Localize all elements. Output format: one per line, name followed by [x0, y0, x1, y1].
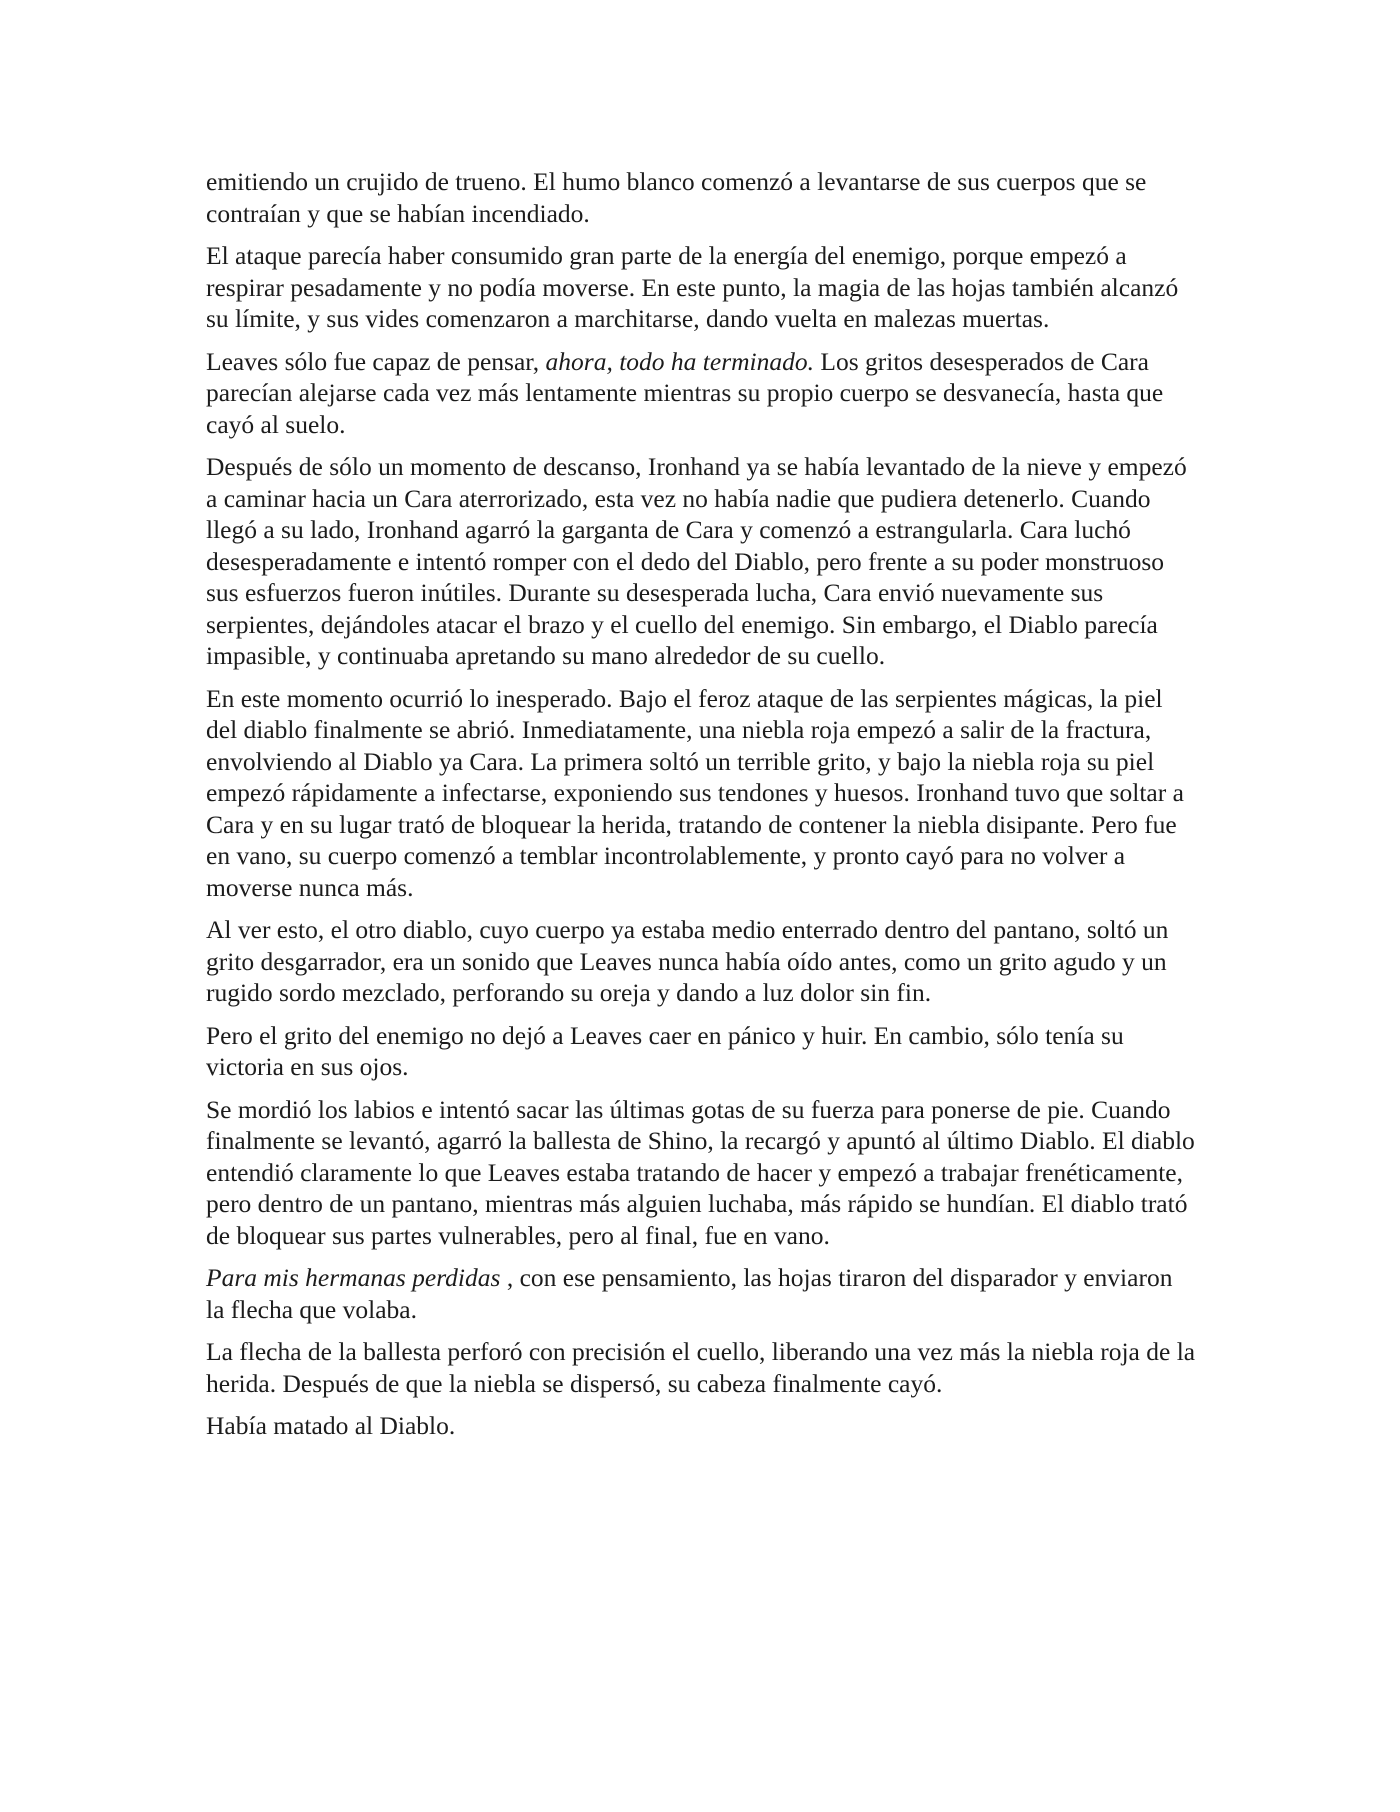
italic-text-run: Para mis hermanas perdidas: [206, 1263, 501, 1292]
italic-text-run: ahora, todo ha terminado.: [545, 346, 814, 376]
paragraph: [206, 1410, 1196, 1442]
paragraph: [206, 1094, 1196, 1252]
text-run: Los gritos desesperados de Cara parecían alejarse cada vez más lentamente mientras su propio cuerpo se desvanecía, hasta que cayó al suelo.: [206, 346, 1164, 439]
paragraph: [206, 240, 1196, 335]
text-run: Después de sólo un momento de descanso, Ironhand ya se había levantado de la nieve y empezó a caminar hacia un Cara aterrorizado, esta vez no había nadie que pudiera detenerlo. Cuando llegó a su lado, Ironhand agarró la garganta de Cara y comenzó a estrangularla. Cara luchó desesperadamente e intentó romper con el dedo del Diablo, pero frente a su poder monstruoso sus esfuerzos fueron inútiles. Durante su desesperada lucha, Cara envió nuevamente sus serpientes, dejándoles atacar el brazo y el cuello del enemigo. Sin embargo, el Diablo parecía impasible, y continuaba apretando su mano alrededor de su cuello.: [206, 452, 1187, 670]
text-run: El ataque parecía haber consumido gran parte de la energía del enemigo, porque empezó a respirar pesadamente y no podía moverse. En este punto, la magia de las hojas también alcanzó su límite, y sus vides comenzaron a marchitarse, dando vuelta en malezas muertas.: [206, 241, 1179, 333]
paragraph: [206, 683, 1196, 904]
text-run: emitiendo un crujido de trueno. El humo blanco comenzó a levantarse de sus cuerpos que se contraían y que se habían incendiado.: [206, 167, 1147, 228]
paragraph: [206, 346, 1196, 441]
text-run: Pero el grito del enemigo no dejó a Leaves caer en pánico y huir. En cambio, sólo tenía su victoria en sus ojos.: [206, 1020, 1124, 1081]
paragraph: [206, 1336, 1196, 1399]
text-run: Había matado al Diablo.: [206, 1411, 456, 1440]
paragraph: [206, 1020, 1196, 1083]
text-run: La flecha de la ballesta perforó con precisión el cuello, liberando una vez más la niebla roja de la herida. Después de que la niebla se dispersó, su cabeza finalmente cayó.: [206, 1337, 1196, 1398]
paragraph: [206, 1262, 1196, 1325]
paragraph: [206, 914, 1196, 1009]
text-run: Al ver esto, el otro diablo, cuyo cuerpo ya estaba medio enterrado dentro del pantano, soltó un grito desgarrador, era un sonido que Leaves nunca había oído antes, como un grito agudo y un rugido sordo mezclado, perforando su oreja y dando a luz dolor sin fin.: [206, 915, 1169, 1007]
text-run: , con ese pensamiento, las hojas tiraron del disparador y enviaron la flecha que volaba.: [206, 1263, 1173, 1324]
paragraph: [206, 451, 1196, 672]
paragraph: [206, 166, 1196, 229]
document-body: [206, 166, 1196, 1453]
text-run: En este momento ocurrió lo inesperado. Bajo el feroz ataque de las serpientes mágicas, la piel del diablo finalmente se abrió. Inmediatamente, una niebla roja empezó a salir de la fractura, envolviendo al Diablo ya Cara. La primera soltó un terrible grito, y bajo la niebla roja su piel empezó rápidamente a infectarse, exponiendo sus tendones y huesos. Ironhand tuvo que soltar a Cara y en su lugar trató de bloquear la herida, tratando de contener la niebla disipante. Pero fue en vano, su cuerpo comenzó a temblar incontrolablemente, y pronto cayó para no volver a moverse nunca más.: [206, 683, 1184, 902]
text-run: Se mordió los labios e intentó sacar las últimas gotas de su fuerza para ponerse de pie. Cuando finalmente se levantó, agarró la ballesta de Shino, la recargó y apuntó al último Diablo. El diablo entendió claramente lo que Leaves estaba tratando de hacer y empezó a trabajar frenéticamente, pero dentro de un pantano, mientras más alguien luchaba, más rápido se hundían. El diablo trató de bloquear sus partes vulnerables, pero al final, fue en vano.: [206, 1094, 1195, 1250]
text-run: Leaves sólo fue capaz de pensar,: [206, 346, 546, 376]
